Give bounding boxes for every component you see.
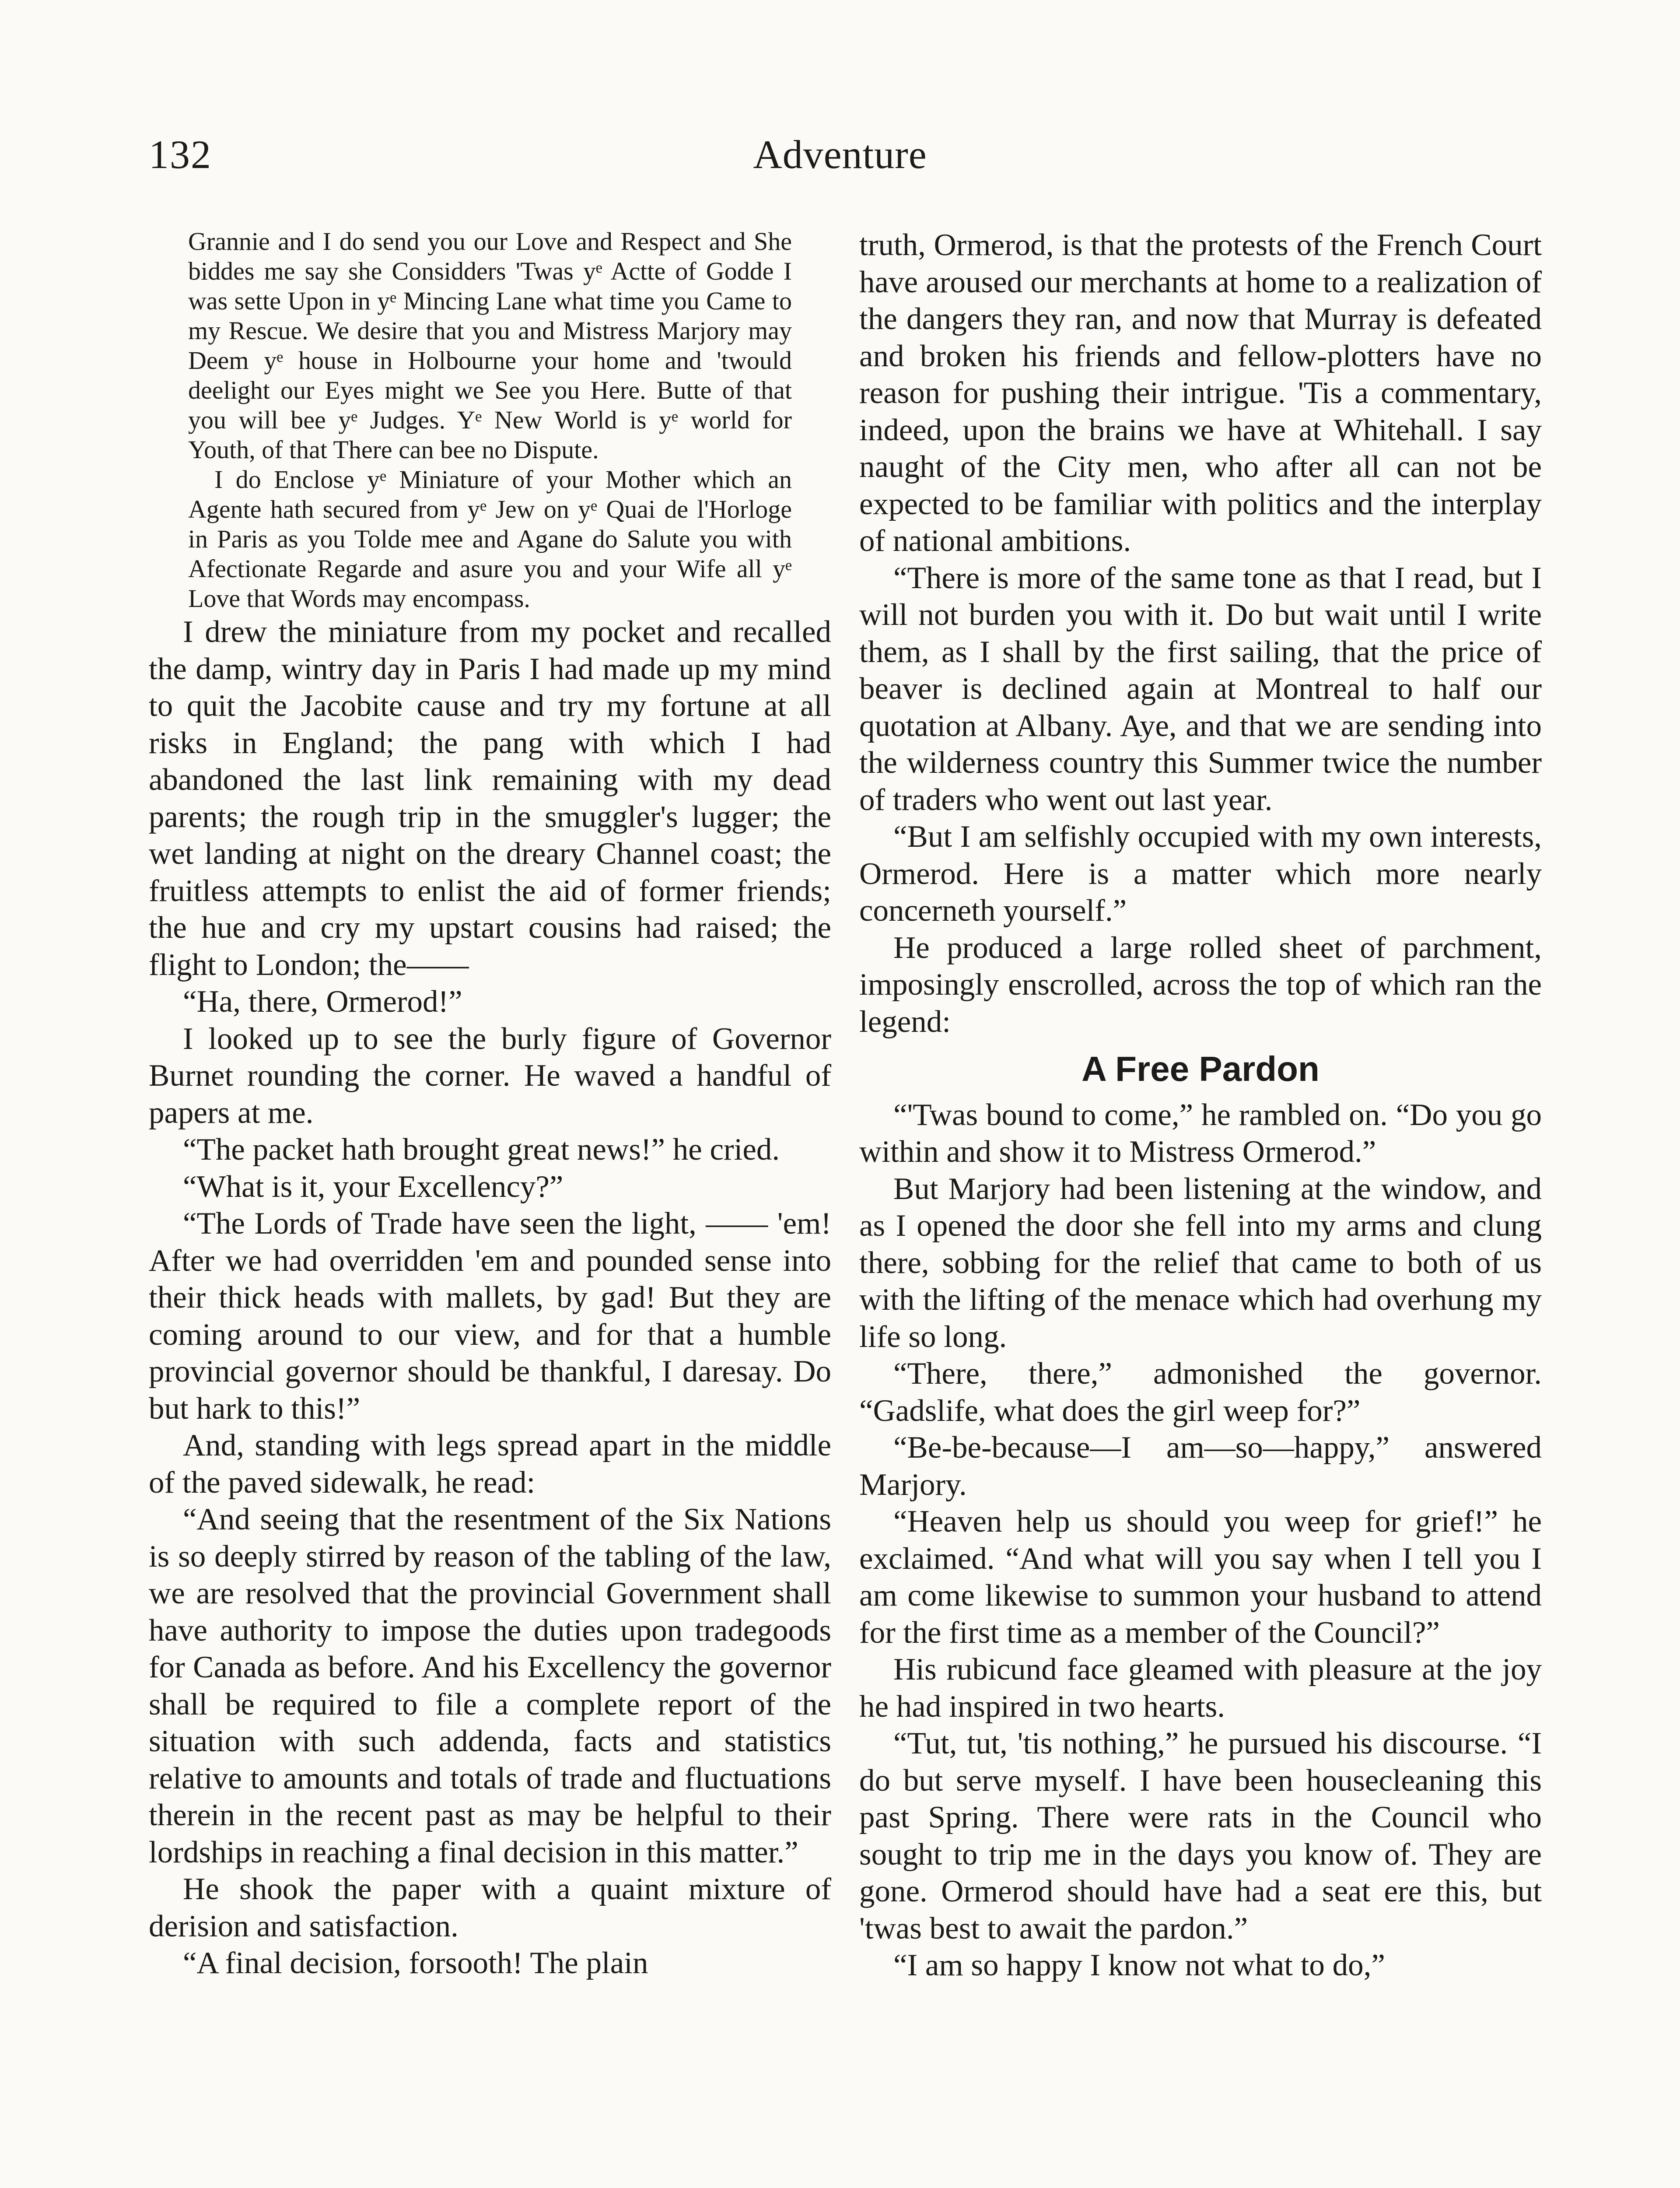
letter-paragraph: I do Enclose yᵉ Miniature of your Mother which an Agente hath secured from yᵉ Jew on yᵉ Quai de l'Horloge in Paris as you Tolde mee and Agane do Salute you with Afectionate Regarde and asure you and your Wife all yᵉ Love that Words may encompass. bbox=[188, 465, 792, 613]
body-paragraph: “And seeing that the resentment of the Six Nations is so deeply stirred by reason of the tabling of the law, we are resolved that the provincial Government shall have authority to impose the duties upon tradegoods for Canada as before. And his Excellency the governor shall be required to file a complete report of the situation with such addenda, facts and statistics relative to amounts and totals of trade and fluctuations therein in the recent past as may be helpful to their lordships in reaching a final decision in this matter.” bbox=[149, 1502, 831, 1869]
right-column bbox=[859, 227, 1542, 1984]
body-paragraph: “I am so happy I know not what to do,” bbox=[893, 1948, 1385, 1982]
body-paragraph: “'Twas bound to come,” he rambled on. “Do you go within and show it to Mistress Ormerod.” bbox=[859, 1098, 1542, 1169]
body-paragraph: His rubicund face gleamed with pleasure at the joy he had inspired in two hearts. bbox=[859, 1652, 1542, 1724]
body-paragraph: “There, there,” admonished the governor. “Gadslife, what does the girl weep for?” bbox=[859, 1357, 1542, 1428]
letter-paragraph: Grannie and I do send you our Love and Respect and She biddes me say she Considders 'Twas yᵉ Actte of Godde I was sette Upon in yᵉ Mincing Lane what time you Came to my Rescue. We desire that you and Mistress Marjory may Deem yᵉ house in Holbourne your home and 'twould deelight our Eyes might we See you Here. Butte of that you will bee yᵉ Judges. Yᵉ New World is yᵉ world for Youth, of that There can bee no Dispute. bbox=[188, 227, 792, 464]
section-heading: A Free Pardon bbox=[1082, 1049, 1320, 1088]
page-number: 132 bbox=[149, 132, 212, 177]
body-paragraph: I looked up to see the burly figure of Governor Burnet rounding the corner. He waved a handful of papers at me. bbox=[149, 1021, 831, 1130]
body-paragraph: He shook the paper with a quaint mixture of derision and satisfaction. bbox=[149, 1872, 831, 1943]
body-paragraph: But Marjory had been listening at the window, and as I opened the door she fell into my arms and clung there, sobbing for the relief that came to both of us with the lifting of the menace which had overhung my life so long. bbox=[859, 1171, 1542, 1354]
running-title: Adventure bbox=[753, 132, 927, 177]
left-column bbox=[149, 227, 831, 1982]
body-paragraph: “But I am selfishly occupied with my own interests, Ormerod. Here is a matter which more nearly concerneth yourself.” bbox=[859, 820, 1542, 928]
body-paragraph: “Ha, there, Ormerod!” bbox=[183, 985, 462, 1019]
page-header bbox=[149, 131, 1531, 193]
body-paragraph: “Tut, tut, 'tis nothing,” he pursued his discourse. “I do but serve myself. I have been housecleaning this past Spring. There were rats in the Council who sought to trip me in the days you know of. They are gone. Ormerod should have had a seat ere this, but 'twas best to await the pardon.” bbox=[859, 1726, 1542, 1946]
body-paragraph: “A final decision, forsooth! The plain bbox=[183, 1946, 648, 1980]
body-paragraph: “There is more of the same tone as that I read, but I will not burden you with it. Do but wait until I write them, as I shall by the first sailing, that the price of beaver is declined again at Montreal to half our quotation at Albany. Aye, and that we are sending into the wilderness country this Summer twice the number of traders who went out last year. bbox=[859, 561, 1542, 817]
body-paragraph: “Heaven help us should you weep for grief!” he exclaimed. “And what will you say when I tell you I am come likewise to summon your husband to attend for the first time as a member of the Council?” bbox=[859, 1504, 1542, 1650]
body-paragraph: He produced a large rolled sheet of parchment, imposingly enscrolled, across the top of which ran the legend: bbox=[859, 930, 1542, 1039]
body-paragraph: “The packet hath brought great news!” he cried. bbox=[183, 1133, 780, 1167]
body-paragraph: “Be-be-because—I am—so—happy,” answered Marjory. bbox=[859, 1431, 1542, 1502]
body-paragraph: truth, Ormerod, is that the protests of the French Court have aroused our merchants at home to a realization of the dangers they ran, and now that Murray is defeated and broken his friends and fellow-plotters have no reason for pushing their intrigue. 'Tis a commentary, indeed, upon the brains we have at Whitehall. I say naught of the City men, who after all can not be expected to be familiar with politics and the interplay of national ambitions. bbox=[859, 228, 1542, 558]
body-paragraph: “The Lords of Trade have seen the light, —— 'em! After we had overridden 'em and pounded sense into their thick heads with mallets, by gad! But they are coming around to our view, and for that a humble provincial governor should be thankful, I daresay. Do but hark to this!” bbox=[149, 1206, 831, 1426]
body-paragraph: “What is it, your Excellency?” bbox=[183, 1169, 564, 1204]
body-paragraph: I drew the miniature from my pocket and recalled the damp, wintry day in Paris I had made up my mind to quit the Jacobite cause and try my fortune at all risks in England; the pang with which I had abandoned the last link remaining with my dead parents; the rough trip in the smuggler's lugger; the wet landing at night on the dreary Channel coast; the fruitless attempts to enlist the aid of former friends; the hue and cry my upstart cousins had raised; the flight to London; the—— bbox=[149, 615, 831, 982]
letter-excerpt bbox=[188, 227, 792, 614]
body-paragraph: And, standing with legs spread apart in the middle of the paved sidewalk, he read: bbox=[149, 1428, 831, 1500]
